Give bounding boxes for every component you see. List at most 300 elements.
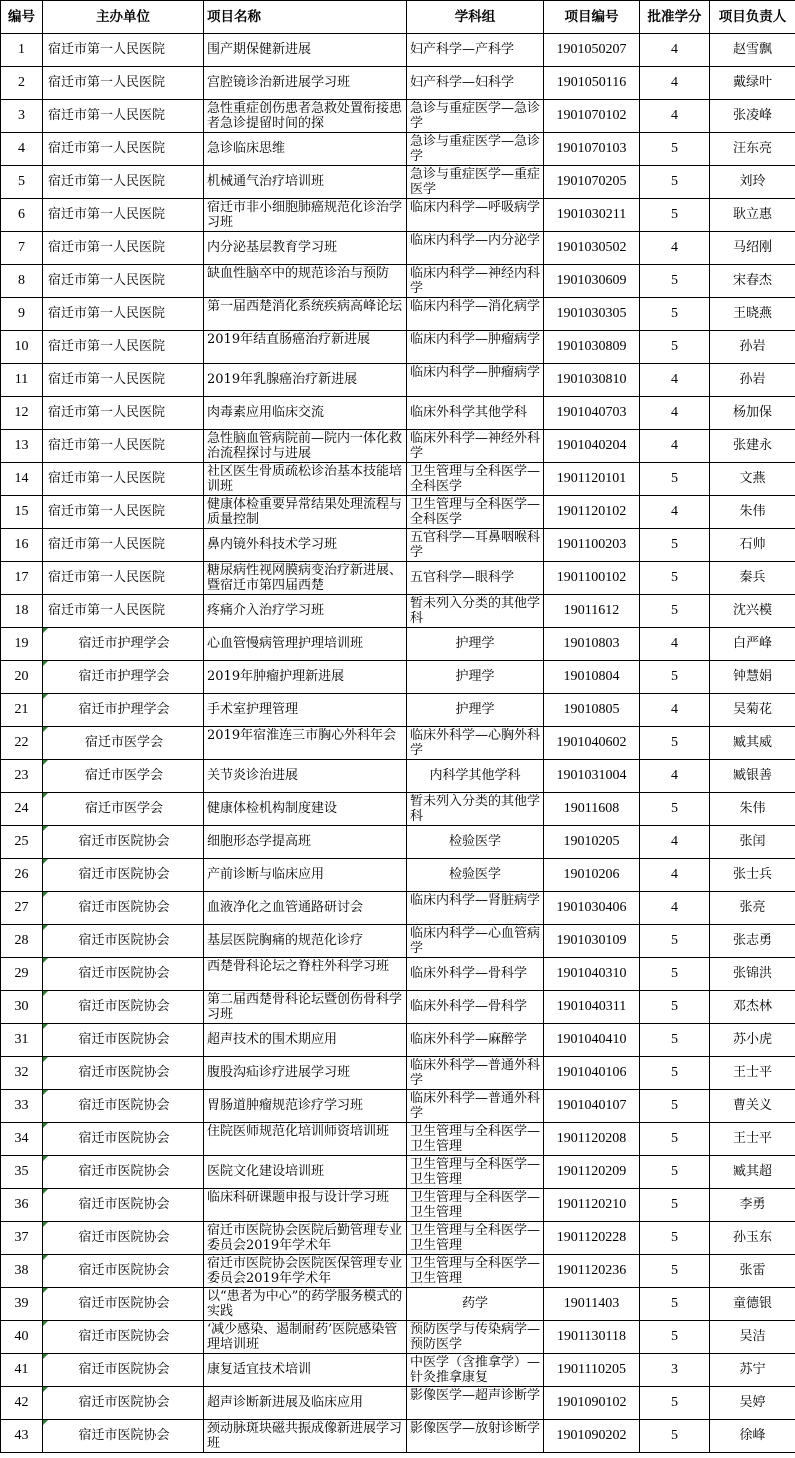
cell-credit: 5 [640, 727, 710, 760]
cell-project-name: 康复适宜技术培训 [204, 1354, 407, 1387]
cell-subject [407, 430, 544, 463]
cell-credit: 5 [640, 925, 710, 958]
cell-leader: 徐峰 [710, 1420, 795, 1453]
cell-credit: 4 [640, 496, 710, 529]
cell-credit: 5 [640, 1387, 710, 1420]
cell-credit: 4 [640, 826, 710, 859]
cell-credit: 5 [640, 1288, 710, 1321]
cell-marker-icon [43, 661, 48, 666]
cell-num: 34 [1, 1123, 43, 1156]
cell-subject [407, 1321, 544, 1354]
cell-num: 30 [1, 991, 43, 1024]
cell-num: 19 [1, 628, 43, 661]
cell-num: 32 [1, 1057, 43, 1090]
cell-marker-icon [43, 760, 48, 765]
cell-project-name-text: 西楚骨科论坛之脊柱外科学习班 [207, 959, 390, 974]
table-row [1, 1420, 795, 1453]
cell-credit: 5 [640, 1123, 710, 1156]
cell-credit: 5 [640, 1321, 710, 1354]
cell-unit: 宿迁市第一人民医院 [43, 595, 204, 628]
cell-code: 1901040311 [544, 991, 640, 1024]
cell-project-name [204, 1222, 407, 1255]
table-row [1, 496, 795, 529]
cell-num: 8 [1, 265, 43, 298]
cell-project-name: 基层医院胸痛的规范化诊疗 [204, 925, 407, 958]
cell-project-name: 急诊临床思维 [204, 133, 407, 166]
cell-subject-text: 中医学（含推拿学）—针灸推拿康复 [410, 1355, 540, 1385]
table-row [1, 562, 795, 595]
cell-project-name-text: 急性脑血管病院前—院内一体化救治流程探讨与进展 [207, 431, 403, 461]
cell-marker-icon [43, 826, 48, 831]
cell-subject-text: 临床内科学—消化病学 [410, 299, 540, 314]
cell-num: 28 [1, 925, 43, 958]
cell-credit: 4 [640, 100, 710, 133]
cell-num: 16 [1, 529, 43, 562]
cell-num: 5 [1, 166, 43, 199]
cell-subject-text: 卫生管理与全科医学—卫生管理 [410, 1124, 540, 1154]
cell-unit: 宿迁市医院协会 [43, 892, 204, 925]
cell-credit: 5 [640, 133, 710, 166]
table-row [1, 760, 795, 793]
cell-leader: 王士平 [710, 1057, 795, 1090]
cell-code: 1901090202 [544, 1420, 640, 1453]
cell-code: 1901040204 [544, 430, 640, 463]
cell-leader: 戴绿叶 [710, 67, 795, 100]
cell-code: 1901040106 [544, 1057, 640, 1090]
table-row [1, 661, 795, 694]
cell-code: 1901100102 [544, 562, 640, 595]
cell-project-name: 心血管慢病管理护理培训班 [204, 628, 407, 661]
cell-code: 1901040107 [544, 1090, 640, 1123]
cell-num: 9 [1, 298, 43, 331]
header-name: 项目名称 [204, 1, 407, 34]
cell-leader: 童德银 [710, 1288, 795, 1321]
cell-num: 17 [1, 562, 43, 595]
cell-subject-text: 卫生管理与全科医学—卫生管理 [410, 1223, 540, 1253]
cell-project-name-text: 2019年宿淮连三市胸心外科年会 [207, 728, 397, 743]
cell-subject: 护理学 [407, 628, 544, 661]
cell-unit: 宿迁市第一人民医院 [43, 199, 204, 232]
cell-subject [407, 1255, 544, 1288]
cell-credit: 4 [640, 694, 710, 727]
cell-code: 19011608 [544, 793, 640, 826]
cell-project-name [204, 496, 407, 529]
cell-num: 7 [1, 232, 43, 265]
cell-unit: 宿迁市第一人民医院 [43, 331, 204, 364]
cell-code: 19010206 [544, 859, 640, 892]
cell-credit: 5 [640, 166, 710, 199]
cell-unit: 宿迁市医院协会 [43, 1354, 204, 1387]
cell-subject: 临床外科学—麻醉学 [407, 1024, 544, 1057]
cell-code: 1901120101 [544, 463, 640, 496]
cell-marker-icon [43, 1420, 48, 1425]
cell-code: 19011612 [544, 595, 640, 628]
cell-credit: 5 [640, 1156, 710, 1189]
cell-credit: 4 [640, 67, 710, 100]
cell-num: 6 [1, 199, 43, 232]
cell-credit: 5 [640, 1057, 710, 1090]
cell-leader: 邓杰林 [710, 991, 795, 1024]
table-row [1, 991, 795, 1024]
cell-num: 27 [1, 892, 43, 925]
cell-num: 37 [1, 1222, 43, 1255]
cell-unit: 宿迁市医院协会 [43, 1222, 204, 1255]
table-body [1, 34, 795, 1453]
cell-code: 1901120209 [544, 1156, 640, 1189]
cell-num: 33 [1, 1090, 43, 1123]
cell-project-name: 超声技术的围术期应用 [204, 1024, 407, 1057]
table-row [1, 892, 795, 925]
table-row [1, 1321, 795, 1354]
cell-subject: 检验医学 [407, 826, 544, 859]
cell-project-name [204, 1321, 407, 1354]
cell-leader: 张凌峰 [710, 100, 795, 133]
cell-project-name [204, 265, 407, 298]
cell-leader: 赵雪飘 [710, 34, 795, 67]
cell-subject: 内科学其他学科 [407, 760, 544, 793]
cell-unit: 宿迁市护理学会 [43, 628, 204, 661]
cell-subject-text: 卫生管理与全科医学—全科医学 [410, 464, 540, 494]
table-row [1, 265, 795, 298]
cell-unit: 宿迁市第一人民医院 [43, 265, 204, 298]
cell-num: 12 [1, 397, 43, 430]
cell-project-name [204, 1420, 407, 1453]
table-row [1, 925, 795, 958]
cell-code: 1901110205 [544, 1354, 640, 1387]
cell-project-name-text: 以“患者为中心”的药学服务模式的实践 [207, 1289, 403, 1319]
cell-credit: 4 [640, 892, 710, 925]
cell-subject [407, 1123, 544, 1156]
cell-unit: 宿迁市医院协会 [43, 1255, 204, 1288]
cell-project-name [204, 331, 407, 364]
table-row [1, 1057, 795, 1090]
table-row [1, 1189, 795, 1222]
cell-leader: 钟慧娟 [710, 661, 795, 694]
cell-subject-text: 卫生管理与全科医学—卫生管理 [410, 1157, 540, 1187]
cell-project-name [204, 958, 407, 991]
cell-subject-text: 暂未列入分类的其他学科 [410, 794, 540, 824]
table-row [1, 67, 795, 100]
header-unit: 主办单位 [43, 1, 204, 34]
cell-unit: 宿迁市医院协会 [43, 1057, 204, 1090]
cell-leader: 孙玉东 [710, 1222, 795, 1255]
cell-marker-icon [43, 859, 48, 864]
cell-subject: 妇产科学—妇科学 [407, 67, 544, 100]
cell-code: 1901130118 [544, 1321, 640, 1354]
cell-leader: 张锦洪 [710, 958, 795, 991]
cell-code: 1901050207 [544, 34, 640, 67]
cell-unit: 宿迁市医院协会 [43, 826, 204, 859]
cell-subject: 护理学 [407, 694, 544, 727]
cell-code: 19010804 [544, 661, 640, 694]
table-row [1, 1255, 795, 1288]
cell-project-name: 手术室护理管理 [204, 694, 407, 727]
cell-project-name-text: 急性重症创伤患者急救处置衔接患者急诊提留时间的探 [207, 101, 403, 131]
cell-leader: 臧银善 [710, 760, 795, 793]
cell-subject-text: 急诊与重症医学—重症医学 [410, 167, 540, 197]
cell-unit: 宿迁市护理学会 [43, 661, 204, 694]
cell-project-name-text: 临床科研课题申报与设计学习班 [207, 1190, 390, 1205]
cell-leader: 杨加保 [710, 397, 795, 430]
cell-num: 31 [1, 1024, 43, 1057]
cell-code: 1901030809 [544, 331, 640, 364]
cell-credit: 5 [640, 793, 710, 826]
cell-subject-text: 急诊与重症医学—急诊学 [410, 134, 540, 164]
cell-subject: 临床外科学—骨科学 [407, 991, 544, 1024]
cell-marker-icon [43, 1189, 48, 1194]
table-row [1, 958, 795, 991]
cell-credit: 4 [640, 760, 710, 793]
cell-num: 21 [1, 694, 43, 727]
table-row [1, 1090, 795, 1123]
cell-code: 1901090102 [544, 1387, 640, 1420]
cell-credit: 5 [640, 1090, 710, 1123]
cell-num: 10 [1, 331, 43, 364]
cell-marker-icon [43, 925, 48, 930]
cell-subject [407, 1354, 544, 1387]
cell-subject [407, 1420, 544, 1453]
cell-subject: 临床外科学—骨科学 [407, 958, 544, 991]
cell-marker-icon [43, 1222, 48, 1227]
cell-project-name-text: 社区医生骨质疏松诊治基本技能培训班 [207, 464, 403, 494]
cell-subject [407, 595, 544, 628]
cell-leader: 王士平 [710, 1123, 795, 1156]
cell-code: 1901120210 [544, 1189, 640, 1222]
table-row [1, 100, 795, 133]
cell-leader: 吴菊花 [710, 694, 795, 727]
cell-project-name-text: 缺血性脑卒中的规范诊治与预防 [207, 266, 390, 281]
cell-subject-text: 临床内科学—内分泌学 [410, 233, 540, 248]
cell-marker-icon [43, 1090, 48, 1095]
cell-credit: 5 [640, 529, 710, 562]
cell-project-name-text: 健康体检重要异常结果处理流程与质量控制 [207, 497, 403, 527]
cell-subject [407, 199, 544, 232]
cell-code: 19010805 [544, 694, 640, 727]
cell-num: 3 [1, 100, 43, 133]
cell-leader: 张志勇 [710, 925, 795, 958]
cell-project-name: 疼痛介入治疗学习班 [204, 595, 407, 628]
cell-subject-text: 临床内科学—神经内科学 [410, 266, 540, 296]
cell-code: 1901050116 [544, 67, 640, 100]
cell-num: 40 [1, 1321, 43, 1354]
cell-num: 39 [1, 1288, 43, 1321]
cell-unit: 宿迁市医学会 [43, 760, 204, 793]
cell-project-name-text: 宿迁市医院协会医院医保管理专业委员会2019年学术年 [207, 1256, 403, 1286]
cell-project-name [204, 562, 407, 595]
cell-unit: 宿迁市医院协会 [43, 1024, 204, 1057]
cell-unit: 宿迁市第一人民医院 [43, 463, 204, 496]
cell-subject-text: 影像医学—放射诊断学 [410, 1421, 540, 1436]
table-row [1, 826, 795, 859]
cell-credit: 5 [640, 1420, 710, 1453]
cell-leader: 朱伟 [710, 496, 795, 529]
cell-unit: 宿迁市医院协会 [43, 1288, 204, 1321]
cell-leader: 沈兴模 [710, 595, 795, 628]
cell-code: 1901070103 [544, 133, 640, 166]
cell-unit: 宿迁市医院协会 [43, 1123, 204, 1156]
cell-num: 23 [1, 760, 43, 793]
table-row [1, 397, 795, 430]
cell-leader: 张亮 [710, 892, 795, 925]
cell-subject-text: 临床外科学—普通外科学 [410, 1091, 540, 1121]
cell-credit: 4 [640, 364, 710, 397]
cell-unit: 宿迁市护理学会 [43, 694, 204, 727]
cell-unit: 宿迁市第一人民医院 [43, 529, 204, 562]
cell-code: 19010803 [544, 628, 640, 661]
cell-unit: 宿迁市第一人民医院 [43, 496, 204, 529]
cell-num: 20 [1, 661, 43, 694]
cell-marker-icon [43, 1387, 48, 1392]
cell-subject-text: 卫生管理与全科医学—全科医学 [410, 497, 540, 527]
cell-unit: 宿迁市医院协会 [43, 859, 204, 892]
cell-project-name [204, 991, 407, 1024]
cell-subject [407, 727, 544, 760]
cell-num: 14 [1, 463, 43, 496]
cell-unit: 宿迁市医院协会 [43, 958, 204, 991]
cell-subject [407, 496, 544, 529]
table-row [1, 199, 795, 232]
header-credit: 批准学分 [640, 1, 710, 34]
cell-code: 1901030211 [544, 199, 640, 232]
cell-num: 15 [1, 496, 43, 529]
cell-subject [407, 1057, 544, 1090]
header-subject: 学科组 [407, 1, 544, 34]
cell-code: 1901120236 [544, 1255, 640, 1288]
cell-project-name [204, 1123, 407, 1156]
cell-subject-text: 临床外科学—神经外科学 [410, 431, 540, 461]
cell-credit: 3 [640, 1354, 710, 1387]
cell-subject [407, 265, 544, 298]
cell-credit: 4 [640, 430, 710, 463]
cell-subject-text: 临床内科学—肾脏病学 [410, 893, 540, 908]
cell-num: 42 [1, 1387, 43, 1420]
cell-num: 11 [1, 364, 43, 397]
cell-subject: 护理学 [407, 661, 544, 694]
table-row [1, 166, 795, 199]
header-code: 项目编号 [544, 1, 640, 34]
cell-code: 1901120208 [544, 1123, 640, 1156]
table-row [1, 529, 795, 562]
cell-num: 35 [1, 1156, 43, 1189]
cell-unit: 宿迁市第一人民医院 [43, 430, 204, 463]
cell-num: 43 [1, 1420, 43, 1453]
cell-unit: 宿迁市医院协会 [43, 1387, 204, 1420]
cell-project-name: 健康体检机构制度建设 [204, 793, 407, 826]
cell-project-name: 产前诊断与临床应用 [204, 859, 407, 892]
cell-subject-text: 临床内科学—呼吸病学 [410, 200, 540, 215]
cell-unit: 宿迁市第一人民医院 [43, 133, 204, 166]
cell-project-name: 鼻内镜外科技术学习班 [204, 529, 407, 562]
cell-project-name: 腹股沟疝诊疗进展学习班 [204, 1057, 407, 1090]
cell-num: 25 [1, 826, 43, 859]
cell-leader: 孙岩 [710, 364, 795, 397]
cell-leader: 孙岩 [710, 331, 795, 364]
cell-project-name [204, 298, 407, 331]
cell-credit: 5 [640, 265, 710, 298]
table-row [1, 694, 795, 727]
table-row [1, 793, 795, 826]
cell-code: 1901040703 [544, 397, 640, 430]
cell-subject [407, 232, 544, 265]
cell-code: 1901120228 [544, 1222, 640, 1255]
cell-credit: 5 [640, 1189, 710, 1222]
cell-subject [407, 364, 544, 397]
cell-leader: 石帅 [710, 529, 795, 562]
cell-leader: 秦兵 [710, 562, 795, 595]
cell-num: 4 [1, 133, 43, 166]
cell-unit: 宿迁市第一人民医院 [43, 100, 204, 133]
cell-marker-icon [43, 1255, 48, 1260]
cell-project-name: 血液净化之血管通路研讨会 [204, 892, 407, 925]
cell-project-name [204, 1189, 407, 1222]
cell-code: 1901100203 [544, 529, 640, 562]
cell-credit: 5 [640, 1024, 710, 1057]
cell-subject: 五官科学—眼科学 [407, 562, 544, 595]
table-row [1, 1024, 795, 1057]
cell-code: 1901030609 [544, 265, 640, 298]
cell-leader: 李勇 [710, 1189, 795, 1222]
cell-num: 2 [1, 67, 43, 100]
table-row [1, 430, 795, 463]
table-row [1, 859, 795, 892]
cell-unit: 宿迁市第一人民医院 [43, 397, 204, 430]
cell-subject [407, 133, 544, 166]
cell-code: 1901030810 [544, 364, 640, 397]
cell-unit: 宿迁市第一人民医院 [43, 67, 204, 100]
cell-marker-icon [43, 793, 48, 798]
cell-leader: 张士兵 [710, 859, 795, 892]
cell-marker-icon [43, 1288, 48, 1293]
cell-project-name: 胃肠道肿瘤规范诊疗学习班 [204, 1090, 407, 1123]
cell-marker-icon [43, 694, 48, 699]
cell-num: 26 [1, 859, 43, 892]
cell-project-name: 内分泌基层教育学习班 [204, 232, 407, 265]
table-row [1, 298, 795, 331]
cell-num: 38 [1, 1255, 43, 1288]
cell-unit: 宿迁市医院协会 [43, 1189, 204, 1222]
cell-code: 1901070205 [544, 166, 640, 199]
cell-credit: 5 [640, 199, 710, 232]
cell-unit: 宿迁市医院协会 [43, 1321, 204, 1354]
cell-project-name: 2019年肿瘤护理新进展 [204, 661, 407, 694]
table-row [1, 1288, 795, 1321]
cell-leader: 臧其威 [710, 727, 795, 760]
cell-subject-text: 卫生管理与全科医学—卫生管理 [410, 1190, 540, 1220]
cell-leader: 张建永 [710, 430, 795, 463]
cell-leader: 吴婷 [710, 1387, 795, 1420]
cell-marker-icon [43, 1024, 48, 1029]
cell-subject [407, 925, 544, 958]
cell-num: 41 [1, 1354, 43, 1387]
cell-leader: 王晓燕 [710, 298, 795, 331]
cell-code: 1901030406 [544, 892, 640, 925]
cell-project-name: 医院文化建设培训班 [204, 1156, 407, 1189]
table-row [1, 1156, 795, 1189]
cell-subject [407, 463, 544, 496]
cell-project-name [204, 430, 407, 463]
cell-unit: 宿迁市医院协会 [43, 925, 204, 958]
cell-subject [407, 892, 544, 925]
cell-subject-text: 临床内科学—肿瘤病学 [410, 365, 540, 380]
cell-credit: 5 [640, 331, 710, 364]
cell-marker-icon [43, 1321, 48, 1326]
header-row [1, 1, 795, 34]
cell-unit: 宿迁市第一人民医院 [43, 364, 204, 397]
cell-subject [407, 529, 544, 562]
cell-num: 18 [1, 595, 43, 628]
cell-code: 19011403 [544, 1288, 640, 1321]
cell-subject-text: 影像医学—超声诊断学 [410, 1388, 540, 1403]
